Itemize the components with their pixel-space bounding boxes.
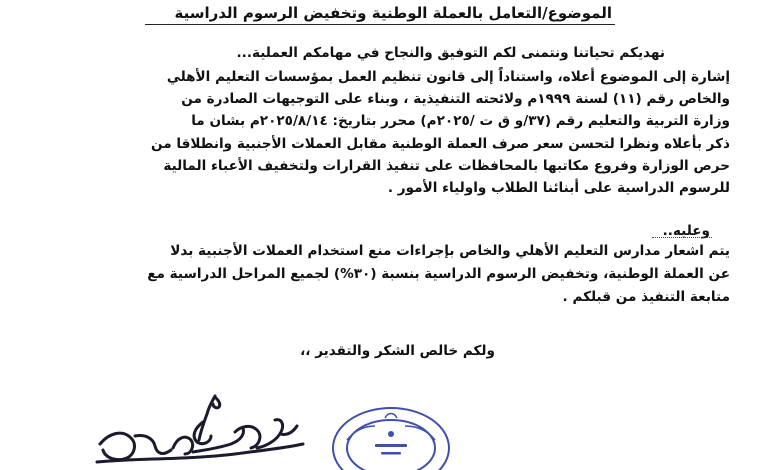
ministry-stamp-icon bbox=[325, 400, 455, 470]
handwritten-signature-icon bbox=[95, 392, 305, 470]
accordingly-dots bbox=[652, 237, 712, 238]
directive-line-1: يتم اشعار مدارس التعليم الأهلي والخاص بإجراءات منع استخدام العملات الأجنبية بدلا bbox=[170, 243, 730, 259]
body-line-4: ذكر بأعلاه ونظرا لتحسن سعر صرف العملة الوطنية مقابل العملات الأجنبية وانطلاقا من bbox=[150, 136, 730, 152]
letter-subject: الموضوع/التعامل بالعملة الوطنية وتخفيض الرسوم الدراسية bbox=[174, 4, 612, 22]
closing-line: ولكم خالص الشكر والتقدير ،، bbox=[300, 343, 495, 359]
body-line-2: والخاص رقم (١١) لسنة ١٩٩٩م ولائحته التنفيذية ، وبناء على التوجيهات الصادرة من bbox=[181, 91, 730, 107]
body-line-3: وزارة التربية والتعليم رقم (٣٧/و ق ت /٢٠٢٥م) محرر بتاريخ: ٢٠٢٥/٨/١٤م بشان ما bbox=[191, 113, 730, 129]
subject-underline bbox=[145, 24, 615, 25]
accordingly-line: وعليه.. bbox=[662, 223, 710, 239]
body-line-1: إشارة إلى الموضوع أعلاه، واستناداً إلى قانون تنظيم العمل بمؤسسات التعليم الأهلي bbox=[166, 69, 730, 85]
directive-line-3: متابعة التنفيذ من قبلكم . bbox=[562, 289, 730, 305]
directive-line-2: عن العملة الوطنية، وتخفيض الرسوم الدراسية بنسبة (٣٠%) لجميع المراحل الدراسية مع bbox=[147, 266, 730, 282]
body-line-6: للرسوم الدراسية على أبنائنا الطلاب واولياء الأمور . bbox=[387, 180, 730, 196]
greeting-line: نهديكم تحياتنا ونتمنى لكم التوفيق والنجاح في مهامكم العملية... bbox=[236, 45, 665, 61]
body-line-5: حرص الوزارة وفروع مكاتبها بالمحافظات على تنفيذ القرارات ولتخفيف الأعباء المالية bbox=[163, 158, 730, 174]
